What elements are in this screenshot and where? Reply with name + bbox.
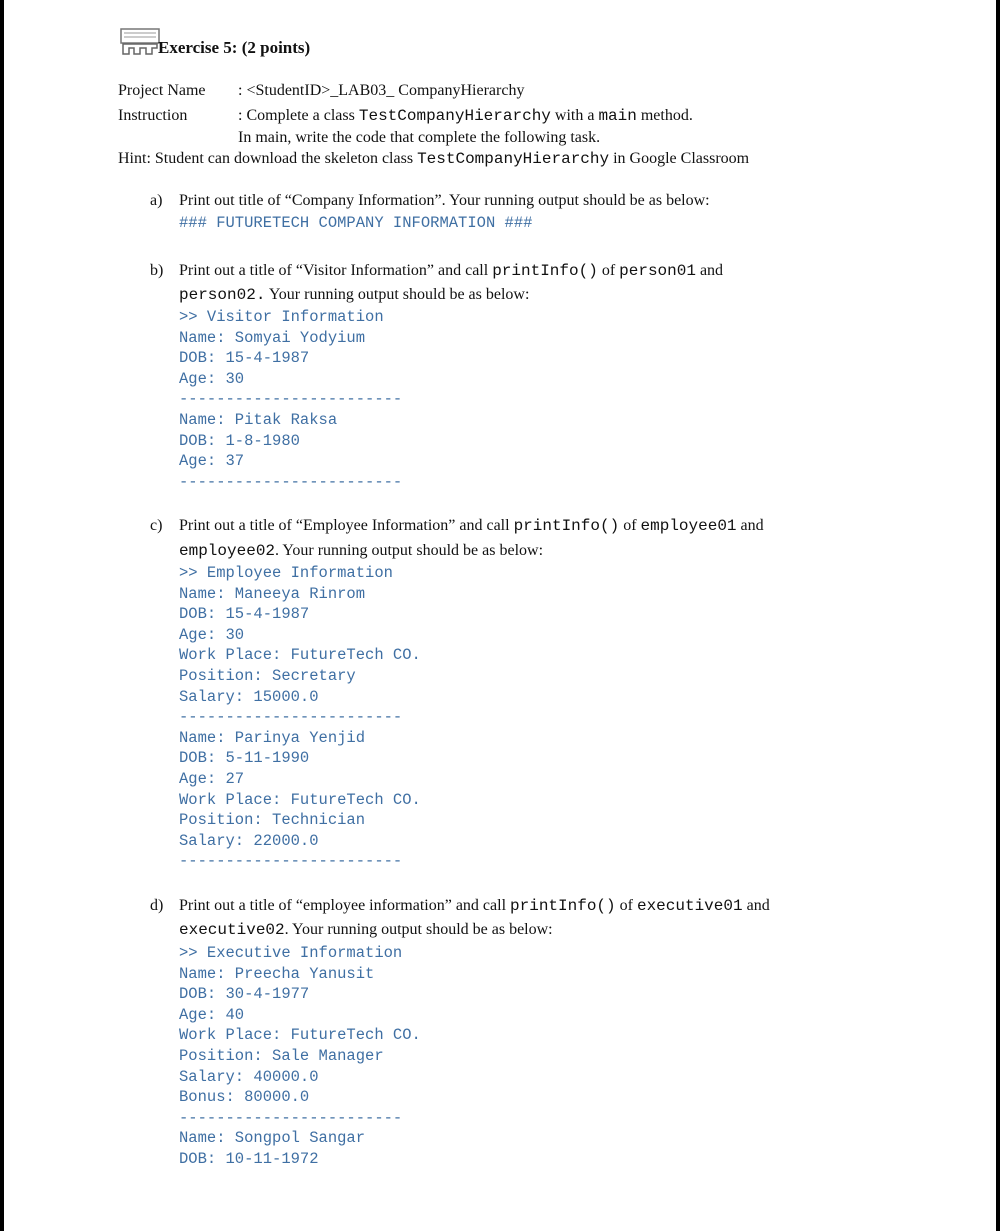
section-d-marker: d) — [150, 897, 164, 914]
section-a-output — [179, 213, 532, 234]
output-line: Salary: 40000.0 — [179, 1067, 319, 1086]
output-line: >> Visitor Information — [179, 308, 384, 326]
output-line: Age: 30 — [179, 625, 245, 644]
output-line: DOB: 15-4-1987 — [179, 605, 310, 624]
output-line: Position: Technician — [179, 811, 366, 830]
keyboard-logo-icon — [120, 28, 160, 56]
section-d-line-2: executive02. Your running output should be as below: — [179, 921, 553, 939]
output-line: >> Executive Information — [179, 944, 403, 962]
output-separator: ------------------------ — [179, 1108, 403, 1127]
section-c-line-1: Print out a title of “Employee Information” and call printInfo() of employee01 and — [179, 517, 764, 535]
output-separator: ------------------------ — [179, 852, 403, 871]
output-line: Position: Sale Manager — [179, 1046, 384, 1065]
hint-line: Hint: Student can download the skeleton class TestCompanyHierarchy in Google Classroom — [118, 150, 750, 168]
output-line: Work Place: FutureTech CO. — [179, 1026, 421, 1045]
output-line: Name: Songpol Sangar — [179, 1129, 366, 1148]
section-c-marker: c) — [150, 517, 163, 534]
section-c-line-2: employee02. Your running output should be as below: — [179, 542, 544, 560]
output-separator: ------------------------ — [179, 472, 403, 491]
output-line: Name: Maneeya Rinrom — [179, 584, 366, 603]
output-line: Name: Parinya Yenjid — [179, 728, 366, 747]
output-line: Bonus: 80000.0 — [179, 1088, 310, 1107]
section-b-marker: b) — [150, 262, 164, 279]
output-line: DOB: 15-4-1987 — [179, 349, 310, 368]
instruction-line-2: In main, write the code that complete the following task. — [238, 129, 601, 146]
output-line: >> Employee Information — [179, 564, 393, 582]
exercise-title: Exercise 5: (2 points) — [158, 38, 311, 57]
output-line: Age: 27 — [179, 769, 245, 788]
output-line: Work Place: FutureTech CO. — [179, 646, 421, 665]
section-a-text: Print out title of “Company Information”. Your running output should be as below: — [179, 192, 710, 209]
output-line: DOB: 30-4-1977 — [179, 985, 310, 1004]
section-b-output — [179, 307, 402, 492]
output-line: Age: 30 — [179, 369, 245, 388]
output-line: Salary: 15000.0 — [179, 687, 319, 706]
instruction-label: Instruction — [118, 107, 188, 124]
output-separator: ------------------------ — [179, 708, 403, 727]
section-d-output — [179, 943, 421, 1170]
document-page — [4, 0, 996, 1231]
section-b-line-2: person02. Your running output should be as below: — [179, 286, 530, 304]
output-line: Age: 40 — [179, 1005, 245, 1024]
section-c-output — [179, 563, 421, 872]
instruction-line-1: : Complete a class TestCompanyHierarchy with a main method. — [238, 107, 693, 125]
output-separator: ------------------------ — [179, 390, 403, 409]
output-line: ### FUTURETECH COMPANY INFORMATION ### — [179, 214, 533, 232]
output-line: DOB: 10-11-1972 — [179, 1149, 319, 1168]
project-name-value: : <StudentID>_LAB03_ CompanyHierarchy — [238, 82, 525, 99]
output-line: DOB: 1-8-1980 — [179, 431, 300, 450]
section-d-line-1: Print out a title of “employee information” and call printInfo() of executive01 and — [179, 897, 770, 915]
project-name-label: Project Name — [118, 82, 206, 99]
output-line: Position: Secretary — [179, 666, 356, 685]
output-line: Name: Somyai Yodyium — [179, 328, 366, 347]
output-line: DOB: 5-11-1990 — [179, 749, 310, 768]
section-a-marker: a) — [150, 192, 163, 209]
output-line: Name: Preecha Yanusit — [179, 964, 375, 983]
output-line: Name: Pitak Raksa — [179, 410, 338, 429]
output-line: Salary: 22000.0 — [179, 831, 319, 850]
output-line: Work Place: FutureTech CO. — [179, 790, 421, 809]
output-line: Age: 37 — [179, 452, 245, 471]
section-b-line-1: Print out a title of “Visitor Information” and call printInfo() of person01 and — [179, 262, 724, 280]
